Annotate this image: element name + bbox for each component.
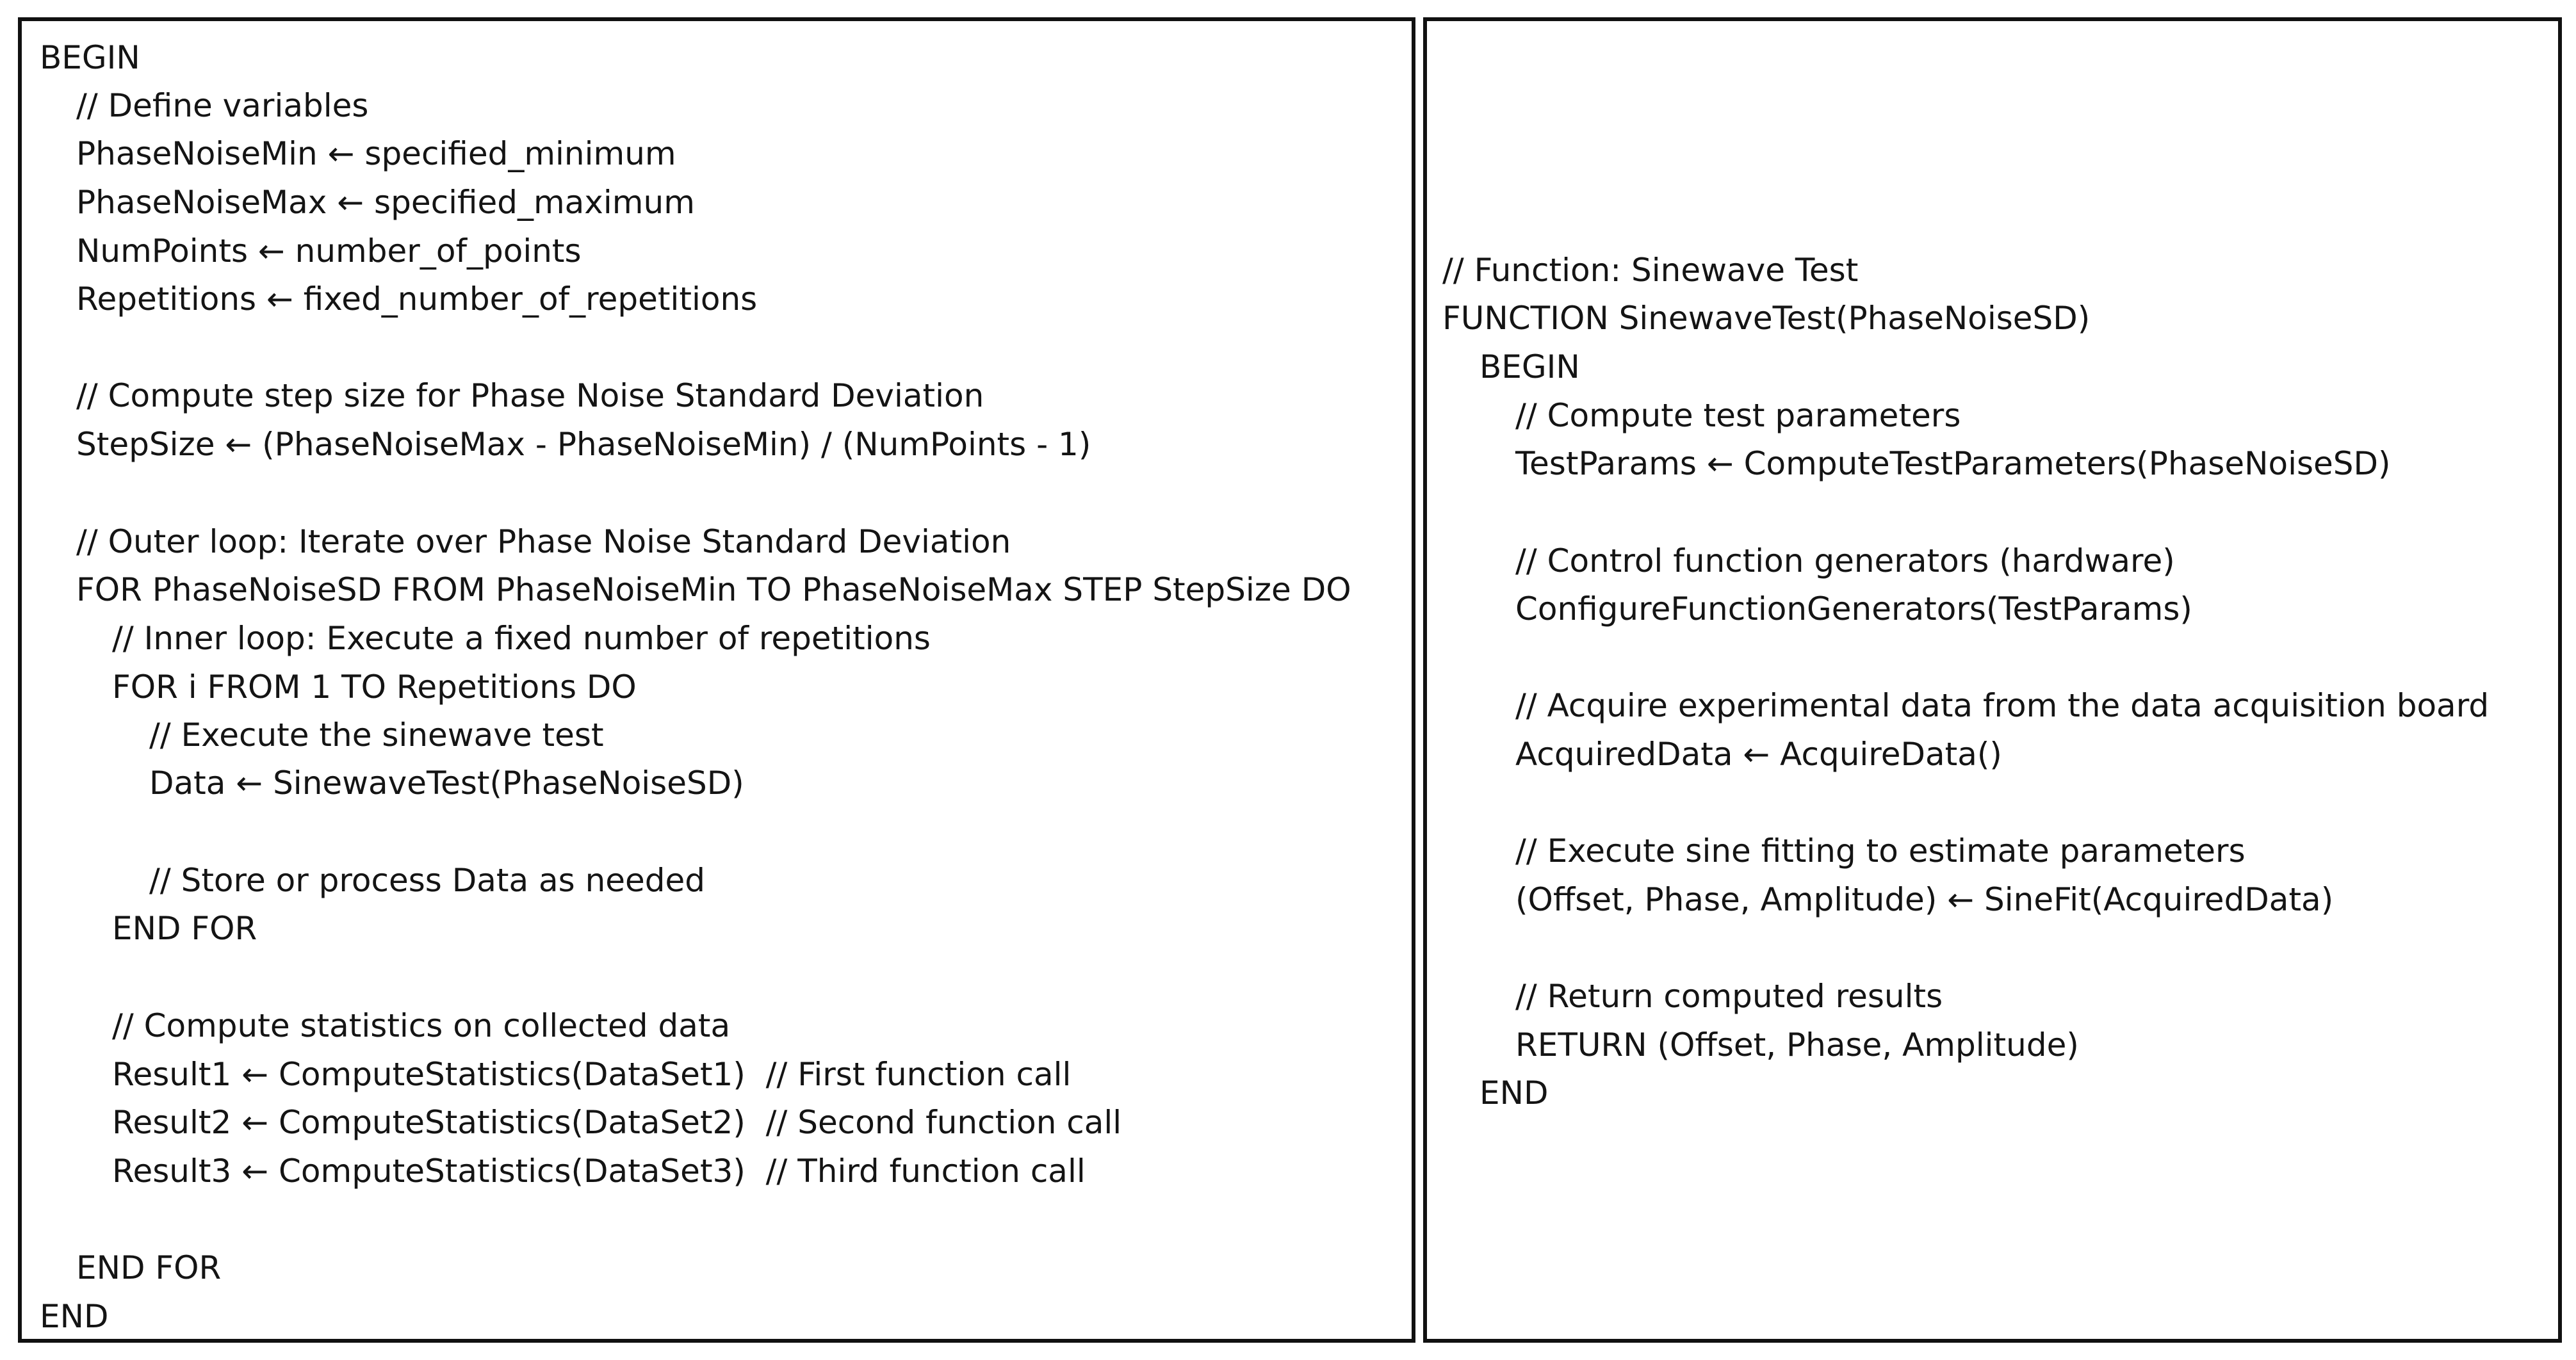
code-line-end: END	[40, 1298, 109, 1335]
code-comment-sine-fitting: // Execute sine fitting to estimate parameters	[1515, 832, 2246, 870]
code-line-outer-end-for: END FOR	[76, 1249, 222, 1286]
code-comment-inner-loop: // Inner loop: Execute a fixed number of repetitions	[112, 620, 931, 657]
code-comment-compute-test-parameters: // Compute test parameters	[1515, 397, 1961, 434]
code-line-acquired-data: AcquiredData ← AcquireData()	[1515, 736, 2002, 773]
code-line-inner-end-for: END FOR	[112, 910, 257, 947]
code-line-num-points: NumPoints ← number_of_points	[76, 232, 582, 270]
code-line-configure-generators: ConfigureFunctionGenerators(TestParams)	[1515, 590, 2192, 627]
code-line-result3: Result3 ← ComputeStatistics(DataSet3) // Third function call	[112, 1153, 1086, 1190]
code-comment-compute-statistics: // Compute statistics on collected data	[112, 1007, 731, 1044]
code-line-begin: BEGIN	[40, 39, 140, 76]
code-line-function-signature: FUNCTION SinewaveTest(PhaseNoiseSD)	[1442, 300, 2091, 337]
code-line-return: RETURN (Offset, Phase, Amplitude)	[1515, 1026, 2079, 1064]
code-line-step-size: StepSize ← (PhaseNoiseMax - PhaseNoiseMin) / (NumPoints - 1)	[76, 426, 1091, 463]
code-line-result2: Result2 ← ComputeStatistics(DataSet2) // Second function call	[112, 1104, 1122, 1141]
pseudocode-function-panel	[1423, 17, 2562, 1343]
code-line-function-end: END	[1480, 1074, 1549, 1112]
code-line-phase-noise-max: PhaseNoiseMax ← specified_maximum	[76, 184, 695, 221]
code-comment-outer-loop: // Outer loop: Iterate over Phase Noise Standard Deviation	[76, 523, 1011, 560]
code-line-outer-for: FOR PhaseNoiseSD FROM PhaseNoiseMin TO PhaseNoiseMax STEP StepSize DO	[76, 571, 1351, 608]
code-comment-return-results: // Return computed results	[1515, 978, 1943, 1015]
pseudocode-main-panel	[18, 17, 1415, 1343]
code-line-inner-for: FOR i FROM 1 TO Repetitions DO	[112, 668, 637, 706]
code-line-phase-noise-min: PhaseNoiseMin ← specified_minimum	[76, 135, 676, 172]
code-line-data-assign: Data ← SinewaveTest(PhaseNoiseSD)	[149, 765, 744, 802]
code-comment-execute-test: // Execute the sinewave test	[149, 716, 604, 754]
code-line-function-begin: BEGIN	[1480, 348, 1580, 385]
code-line-repetitions: Repetitions ← fixed_number_of_repetitions	[76, 280, 758, 318]
code-comment-function-title: // Function: Sinewave Test	[1442, 252, 1859, 289]
code-line-test-params: TestParams ← ComputeTestParameters(PhaseNoiseSD)	[1515, 445, 2391, 482]
code-comment-define-variables: // Define variables	[76, 87, 369, 124]
code-line-result1: Result1 ← ComputeStatistics(DataSet1) // First function call	[112, 1056, 1072, 1093]
code-comment-control-generators: // Control function generators (hardware)	[1515, 542, 2175, 579]
code-comment-acquire-data: // Acquire experimental data from the data acquisition board	[1515, 687, 2490, 724]
code-comment-step-size: // Compute step size for Phase Noise Standard Deviation	[76, 377, 984, 414]
code-comment-store-data: // Store or process Data as needed	[149, 862, 706, 899]
code-line-sine-fit: (Offset, Phase, Amplitude) ← SineFit(AcquiredData)	[1515, 881, 2334, 918]
